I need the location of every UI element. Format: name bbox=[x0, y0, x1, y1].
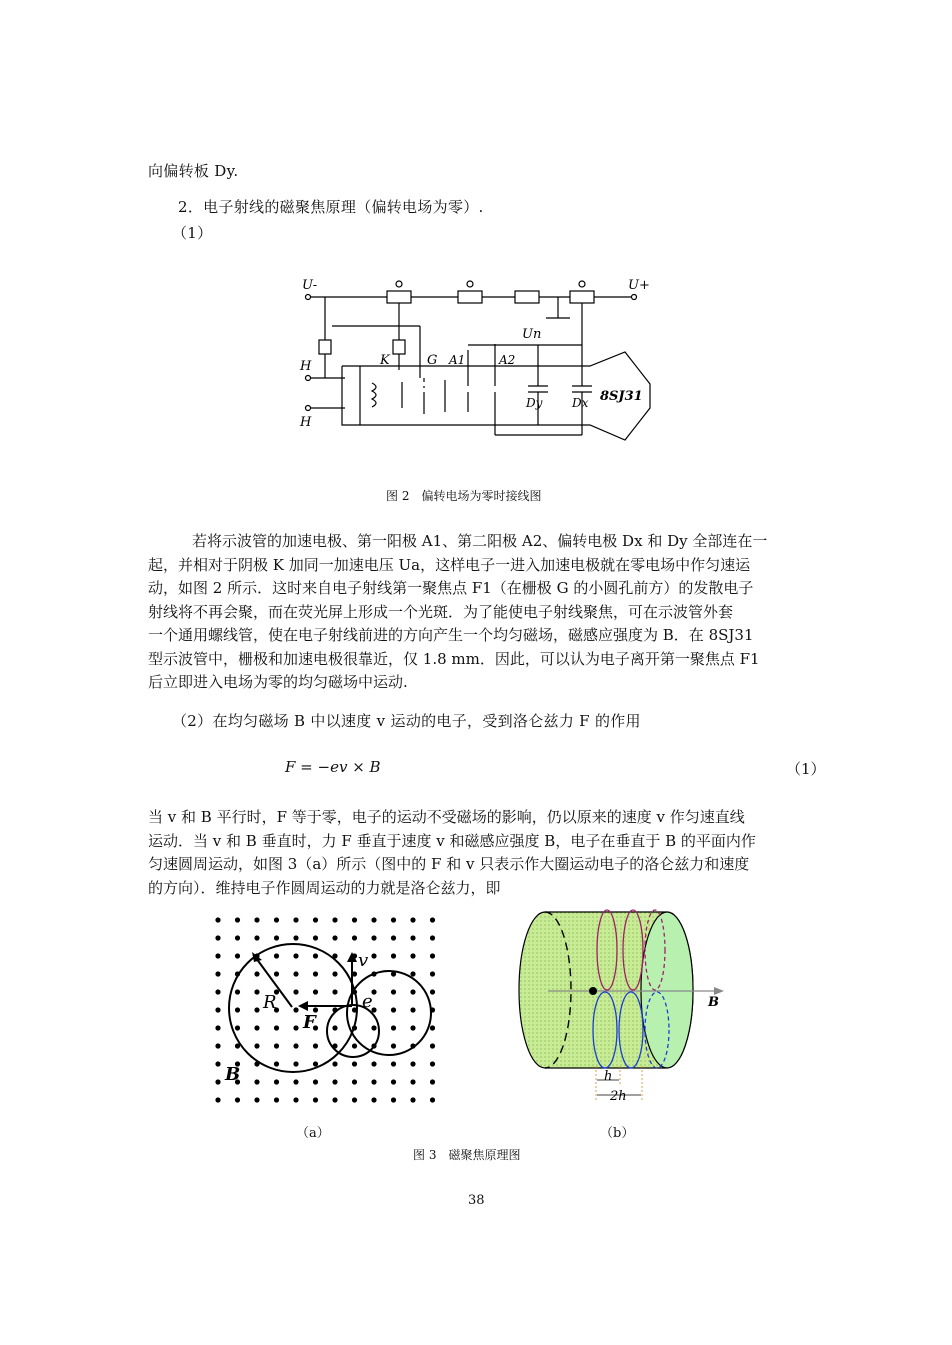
figure-2-caption: 图 2 偏转电场为零时接线图 bbox=[386, 489, 542, 503]
label-u-plus: U+ bbox=[628, 278, 650, 293]
electron-point bbox=[589, 987, 597, 995]
paragraph-1-line: 后立即进入电场为零的均匀磁场中运动. bbox=[148, 673, 408, 691]
paragraph-2-line: 的方向）．维持电子作圆周运动的力就是洛仑兹力，即 bbox=[148, 878, 501, 897]
paragraph-2-line: 运动．当 v 和 B 垂直时，力 F 垂直于速度 v 和磁感应强度 B，电子在垂直于 B 的平面内作 bbox=[148, 831, 756, 850]
label-h: h bbox=[604, 1069, 613, 1084]
paragraph-1-line: 型示波管中，栅极和加速电极很靠近，仅 1.8 mm．因此，可以认为电子离开第一聚焦点 F1 bbox=[148, 649, 760, 668]
label-u-minus: U- bbox=[302, 278, 318, 293]
equation: F = −ev × B bbox=[285, 758, 381, 776]
item-1: （1） bbox=[172, 224, 213, 242]
label-b-axis: B bbox=[708, 995, 719, 1010]
label-a1: A1 bbox=[449, 353, 466, 367]
label-h-top: H bbox=[300, 359, 312, 374]
label-v: v bbox=[358, 950, 369, 971]
cylinder-end bbox=[641, 912, 693, 1068]
label-e: e bbox=[362, 991, 373, 1012]
paragraph-2-line: 当 v 和 B 平行时，F 等于零，电子的运动不受磁场的影响，仍以原来的速度 v 作匀速直线 bbox=[148, 808, 745, 826]
label-b-field: B bbox=[225, 1064, 241, 1085]
figure-3b-label: （b） bbox=[600, 1126, 635, 1141]
label-a2: A2 bbox=[499, 353, 516, 367]
page-number: 38 bbox=[468, 1193, 485, 1208]
label-k: K bbox=[380, 353, 390, 368]
label-dy: Dy bbox=[526, 396, 543, 410]
section-heading: 2．电子射线的磁聚焦原理（偏转电场为零）. bbox=[178, 198, 484, 216]
paragraph-1-line: 起，并相对于阴极 K 加同一加速电压 Ua，这样电子一进入加速电极就在零电场中作匀速运 bbox=[148, 555, 751, 574]
label-dx: Dx bbox=[572, 396, 589, 410]
paragraph-1-line: 射线将不再会聚，而在荧光屏上形成一个光斑．为了能使电子射线聚焦，可在示波管外套 bbox=[148, 602, 734, 621]
paragraph-1-line: 一个通用螺线管，使在电子射线前进的方向产生一个均匀磁场，磁感应强度为 B．在 8SJ31 bbox=[148, 626, 754, 644]
equation-number: （1） bbox=[786, 760, 826, 778]
item-2: （2）在均匀磁场 B 中以速度 v 运动的电子，受到洛仑兹力 F 的作用 bbox=[172, 712, 641, 730]
paragraph-1-line: 动，如图 2 所示．这时来自电子射线第一聚焦点 F1（在栅极 G 的小圆孔前方）的发散电子 bbox=[148, 579, 754, 597]
paragraph-1-line: 若将示波管的加速电极、第一阳极 A1、第二阳极 A2、偏转电极 Dx 和 Dy 全部连在一 bbox=[192, 532, 768, 550]
label-f: F bbox=[303, 1012, 316, 1033]
label-tube: 8SJ31 bbox=[600, 389, 643, 404]
paragraph-2-line: 匀速圆周运动，如图 3（a）所示（图中的 F 和 v 只表示作大圈运动电子的洛仑兹力和速度 bbox=[148, 855, 750, 873]
label-h-bottom: H bbox=[300, 415, 312, 430]
top-line: 向偏转板 Dy. bbox=[148, 162, 239, 180]
label-un: Un bbox=[522, 327, 542, 342]
label-2h: 2h bbox=[610, 1089, 627, 1104]
label-r: R bbox=[263, 992, 277, 1013]
figure-3a-label: （a） bbox=[296, 1126, 330, 1141]
figure-3-caption: 图 3 磁聚焦原理图 bbox=[413, 1148, 521, 1162]
label-g: G bbox=[427, 353, 438, 368]
